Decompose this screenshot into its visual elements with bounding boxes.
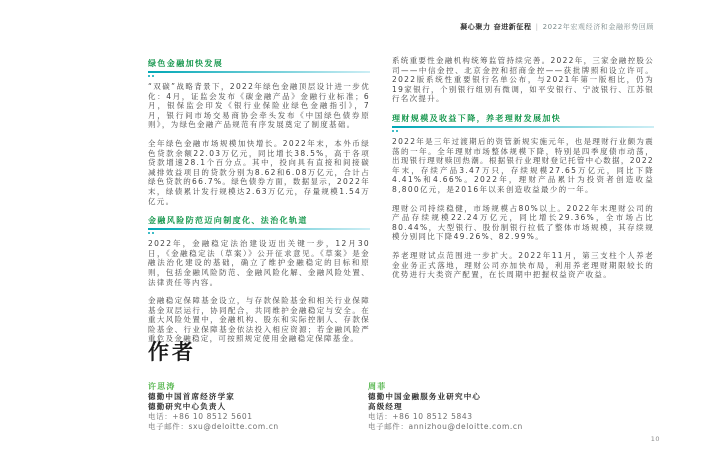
body-paragraph: “双碳”战略背景下，2022年绿色金融顶层设计进一步优化：4月，证监会发布《碳金融产品》金融行业标准；6月，银保监会印发《银行业保险业绿色金融指引》，7月，银行间市场交易商协会牵头发布《中国绿色债券原则》，为绿色金融产品规范有序发展奠定了制度基础。	[148, 82, 370, 130]
right-column	[392, 56, 654, 289]
author-email: 电子邮件：annizhou@deloitte.com.cn	[368, 422, 523, 431]
author-name: 周菲	[368, 382, 387, 391]
author-phone: 电话：+86 10 8512 5601	[148, 412, 253, 421]
body-paragraph: 养老理财试点范围进一步扩大。2022年11月，第三支柱个人养老金业务正式落地，理财公司亦加快布局，利用养老理财期限较长的优势进行大类资产配置，在长周期中把握权益资产收益。	[392, 250, 654, 280]
header-separator: |	[535, 23, 539, 31]
content-columns	[148, 56, 654, 353]
author-card	[148, 381, 368, 432]
heading-dots-decoration	[148, 231, 370, 235]
report-subtitle: 2022年宏观经济和金融形势回顾	[542, 23, 654, 31]
heading-rule	[392, 126, 654, 128]
author-role: 高级经理	[368, 402, 403, 411]
section-heading: 金融风险防范迈向制度化、法治化轨道	[148, 216, 308, 226]
left-column	[148, 56, 370, 353]
author-role: 德勤研究中心负责人	[148, 402, 227, 411]
author-card	[368, 381, 654, 432]
author-role: 德勤中国首席经济学家	[148, 392, 235, 401]
section-green-finance	[148, 58, 370, 206]
heading-dots-decoration	[148, 74, 370, 78]
page-number: 10	[650, 435, 660, 443]
authors-title: 作者	[148, 340, 196, 364]
body-paragraph: 金融稳定保障基金设立，与存款保险基金和相关行业保障基金双层运行，协同配合，共同维护金融稳定与安全。在重大风险处置中，金融机构、股东和实际控制人、存款保险基金、行业保障基金依法投入相应资源；若金融风险严重危及金融稳定，可按照规定使用金融稳定保障基金。	[148, 296, 370, 344]
body-paragraph: 理财公司持续稳健，市场规模占80%以上。2022年末理财公司的产品存续规模22.24万亿元，同比增长29.36%，全市场占比80.44%，大型银行、股份制银行拉低了整体市场规模，其存续规模分别同比下降49.26%、82.99%。	[392, 203, 654, 242]
heading-rule	[148, 228, 370, 230]
section-heading: 绿色金融加快发展	[148, 59, 224, 68]
body-paragraph: 2022年是三年过渡期后的资管新规实施元年，也是理财行业颇为震荡的一年。全年理财市场整体规模下降，特别是四季度债市动荡，出现银行理财赎回热潮。根据银行业理财登记托管中心数据，2022年末，存续产品3.47万只，存续规模27.65万亿元，同比下降4.41%和4.66%。2022年，理财产品累计为投资者创造收益8,800亿元，是2016年以来创造收益最少的一年。	[392, 136, 654, 194]
authors-section	[148, 336, 654, 432]
heading-rule	[148, 71, 370, 73]
author-email: 电子邮件：sxu@deloitte.com.cn	[148, 422, 279, 431]
running-header	[460, 22, 654, 32]
section-heading: 理财规模及收益下降，养老理财发展加快	[392, 113, 562, 123]
report-title: 凝心聚力 奋进新征程	[460, 23, 532, 31]
author-phone: 电话：+86 10 8512 5843	[368, 412, 473, 421]
body-paragraph: 2022年，金融稳定法治建设迈出关键一步，12月30日，《金融稳定法（草案）》公开征求意见。《草案》是金融法治化建设的基础，确立了维护金融稳定的目标和原则，包括金融风险防范、金融风险化解、金融风险处置、法律责任等内容。	[148, 239, 370, 287]
section-wealth-management	[392, 113, 654, 280]
heading-dots-decoration	[392, 129, 654, 133]
body-paragraph: 全年绿色金融市场规模加快增长。2022年末，本外币绿色贷款余额22.03万亿元，同比增长38.5%，高于各项贷款增速28.1个百分点。其中，投向具有直接和间接碳减排效益项目的贷款分别为8.62和6.08万亿元，合计占绿色贷款的66.7%。绿色债券方面，数据显示，2022年末，绿债累计发行规模达2.63万亿元，存量规模1.54万亿元。	[148, 138, 370, 206]
authors-row	[148, 381, 654, 432]
author-role: 德勤中国金融服务业研究中心	[368, 392, 482, 401]
section-financial-risk	[148, 215, 370, 344]
author-name: 许思涛	[148, 382, 176, 391]
body-paragraph: 系统重要性金融机构统筹监管持续完善。2022年，三家金融控股公司——中信金控、北京金控和招商金控——获批牌照和设立许可。2022版系统性重要银行名单公布，与2021年第一版相比，仍为19家银行，个别银行组别有微调，如平安银行、宁波银行、江苏银行名次提升。	[392, 56, 654, 104]
